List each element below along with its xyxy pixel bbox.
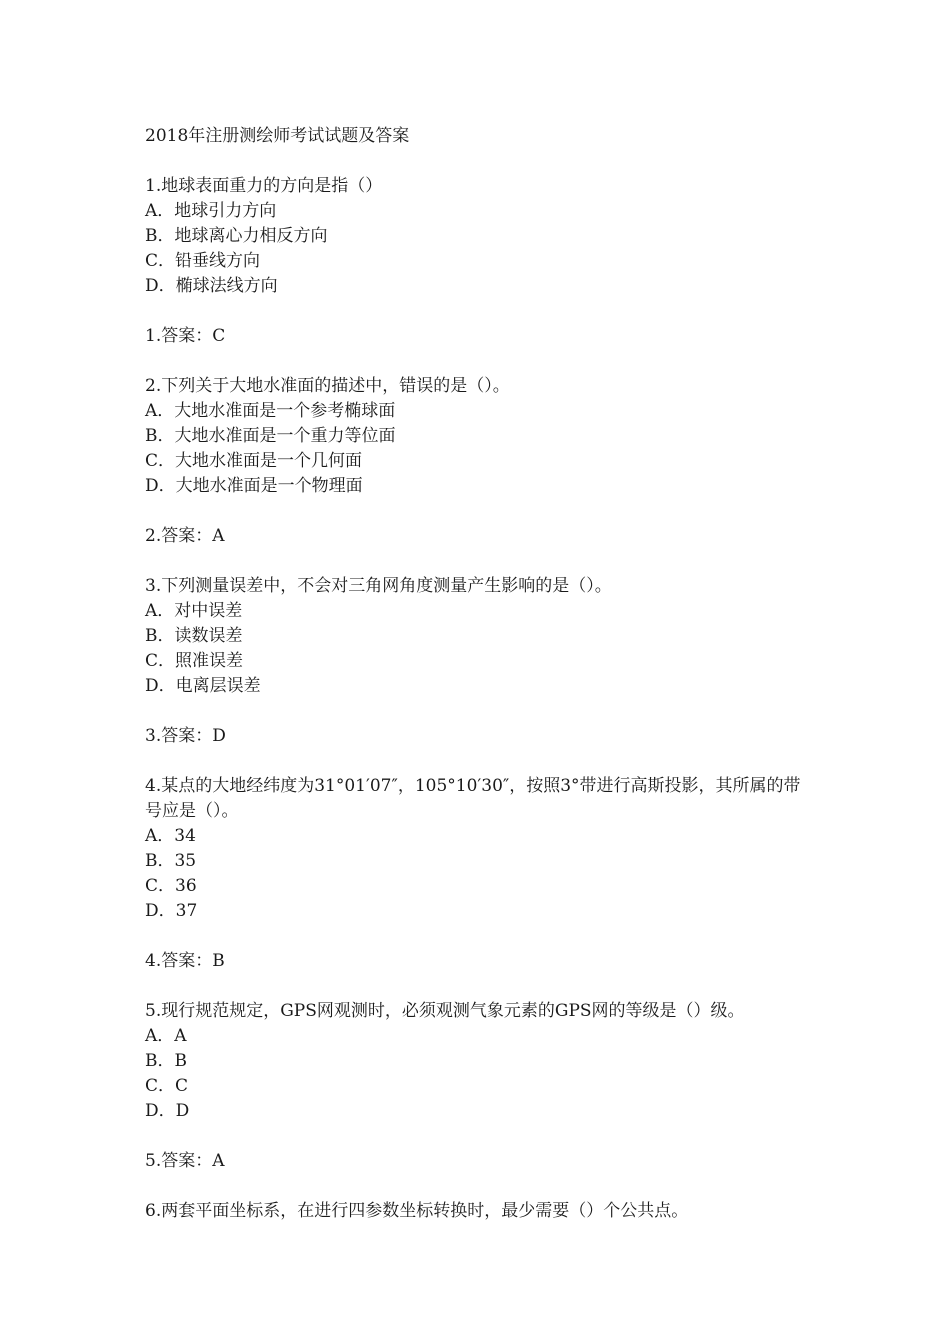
- option-d: D．椭球法线方向: [145, 276, 278, 296]
- question-stem: 6.两套平面坐标系，在进行四参数坐标转换时，最少需要（）个公共点。: [145, 1201, 689, 1221]
- document-title: 2018年注册测绘师考试试题及答案: [145, 126, 410, 146]
- option-d: D．D: [145, 1101, 190, 1121]
- question-stem: 3.下列测量误差中，不会对三角网角度测量产生影响的是（）。: [145, 576, 612, 596]
- question-4: [145, 774, 815, 924]
- option-c: C．36: [145, 876, 197, 896]
- option-c: C．C: [145, 1076, 189, 1096]
- answer-text: 4.答案：B: [145, 951, 225, 971]
- answer-4: [145, 949, 815, 974]
- document-page: [145, 124, 815, 1249]
- question-stem: 5.现行规范规定，GPS网观测时，必须观测气象元素的GPS网的等级是（）级。: [145, 1001, 745, 1021]
- question-stem: 2.下列关于大地水准面的描述中，错误的是（）。: [145, 376, 510, 396]
- option-b: B．B: [145, 1051, 187, 1071]
- option-a: A．地球引力方向: [145, 201, 277, 221]
- option-a: A．大地水准面是一个参考椭球面: [145, 401, 396, 421]
- option-a: A．34: [145, 826, 196, 846]
- answer-text: 2.答案：A: [145, 526, 225, 546]
- answer-3: [145, 724, 815, 749]
- option-a: A．对中误差: [145, 601, 243, 621]
- question-stem: 1.地球表面重力的方向是指（）: [145, 176, 383, 196]
- answer-2: [145, 524, 815, 549]
- option-d: D．37: [145, 901, 198, 921]
- option-b: B．地球离心力相反方向: [145, 226, 328, 246]
- answer-text: 1.答案：C: [145, 326, 226, 346]
- question-stem: 4.某点的大地经纬度为31°01′07″，105°10′30″，按照3°带进行高斯投影，其所属的带号应是（）。: [145, 776, 801, 821]
- answer-text: 3.答案：D: [145, 726, 226, 746]
- option-d: D．大地水准面是一个物理面: [145, 476, 363, 496]
- option-c: C．铅垂线方向: [145, 251, 261, 271]
- question-1: [145, 174, 815, 299]
- question-2: [145, 374, 815, 499]
- question-3: [145, 574, 815, 699]
- option-b: B．大地水准面是一个重力等位面: [145, 426, 396, 446]
- option-a: A．A: [145, 1026, 187, 1046]
- question-5: [145, 999, 815, 1124]
- option-c: C．照准误差: [145, 651, 244, 671]
- answer-text: 5.答案：A: [145, 1151, 225, 1171]
- option-c: C．大地水准面是一个几何面: [145, 451, 363, 471]
- option-b: B．35: [145, 851, 197, 871]
- answer-1: [145, 324, 815, 349]
- answer-5: [145, 1149, 815, 1174]
- option-b: B．读数误差: [145, 626, 243, 646]
- question-6: [145, 1199, 815, 1224]
- option-d: D．电离层误差: [145, 676, 261, 696]
